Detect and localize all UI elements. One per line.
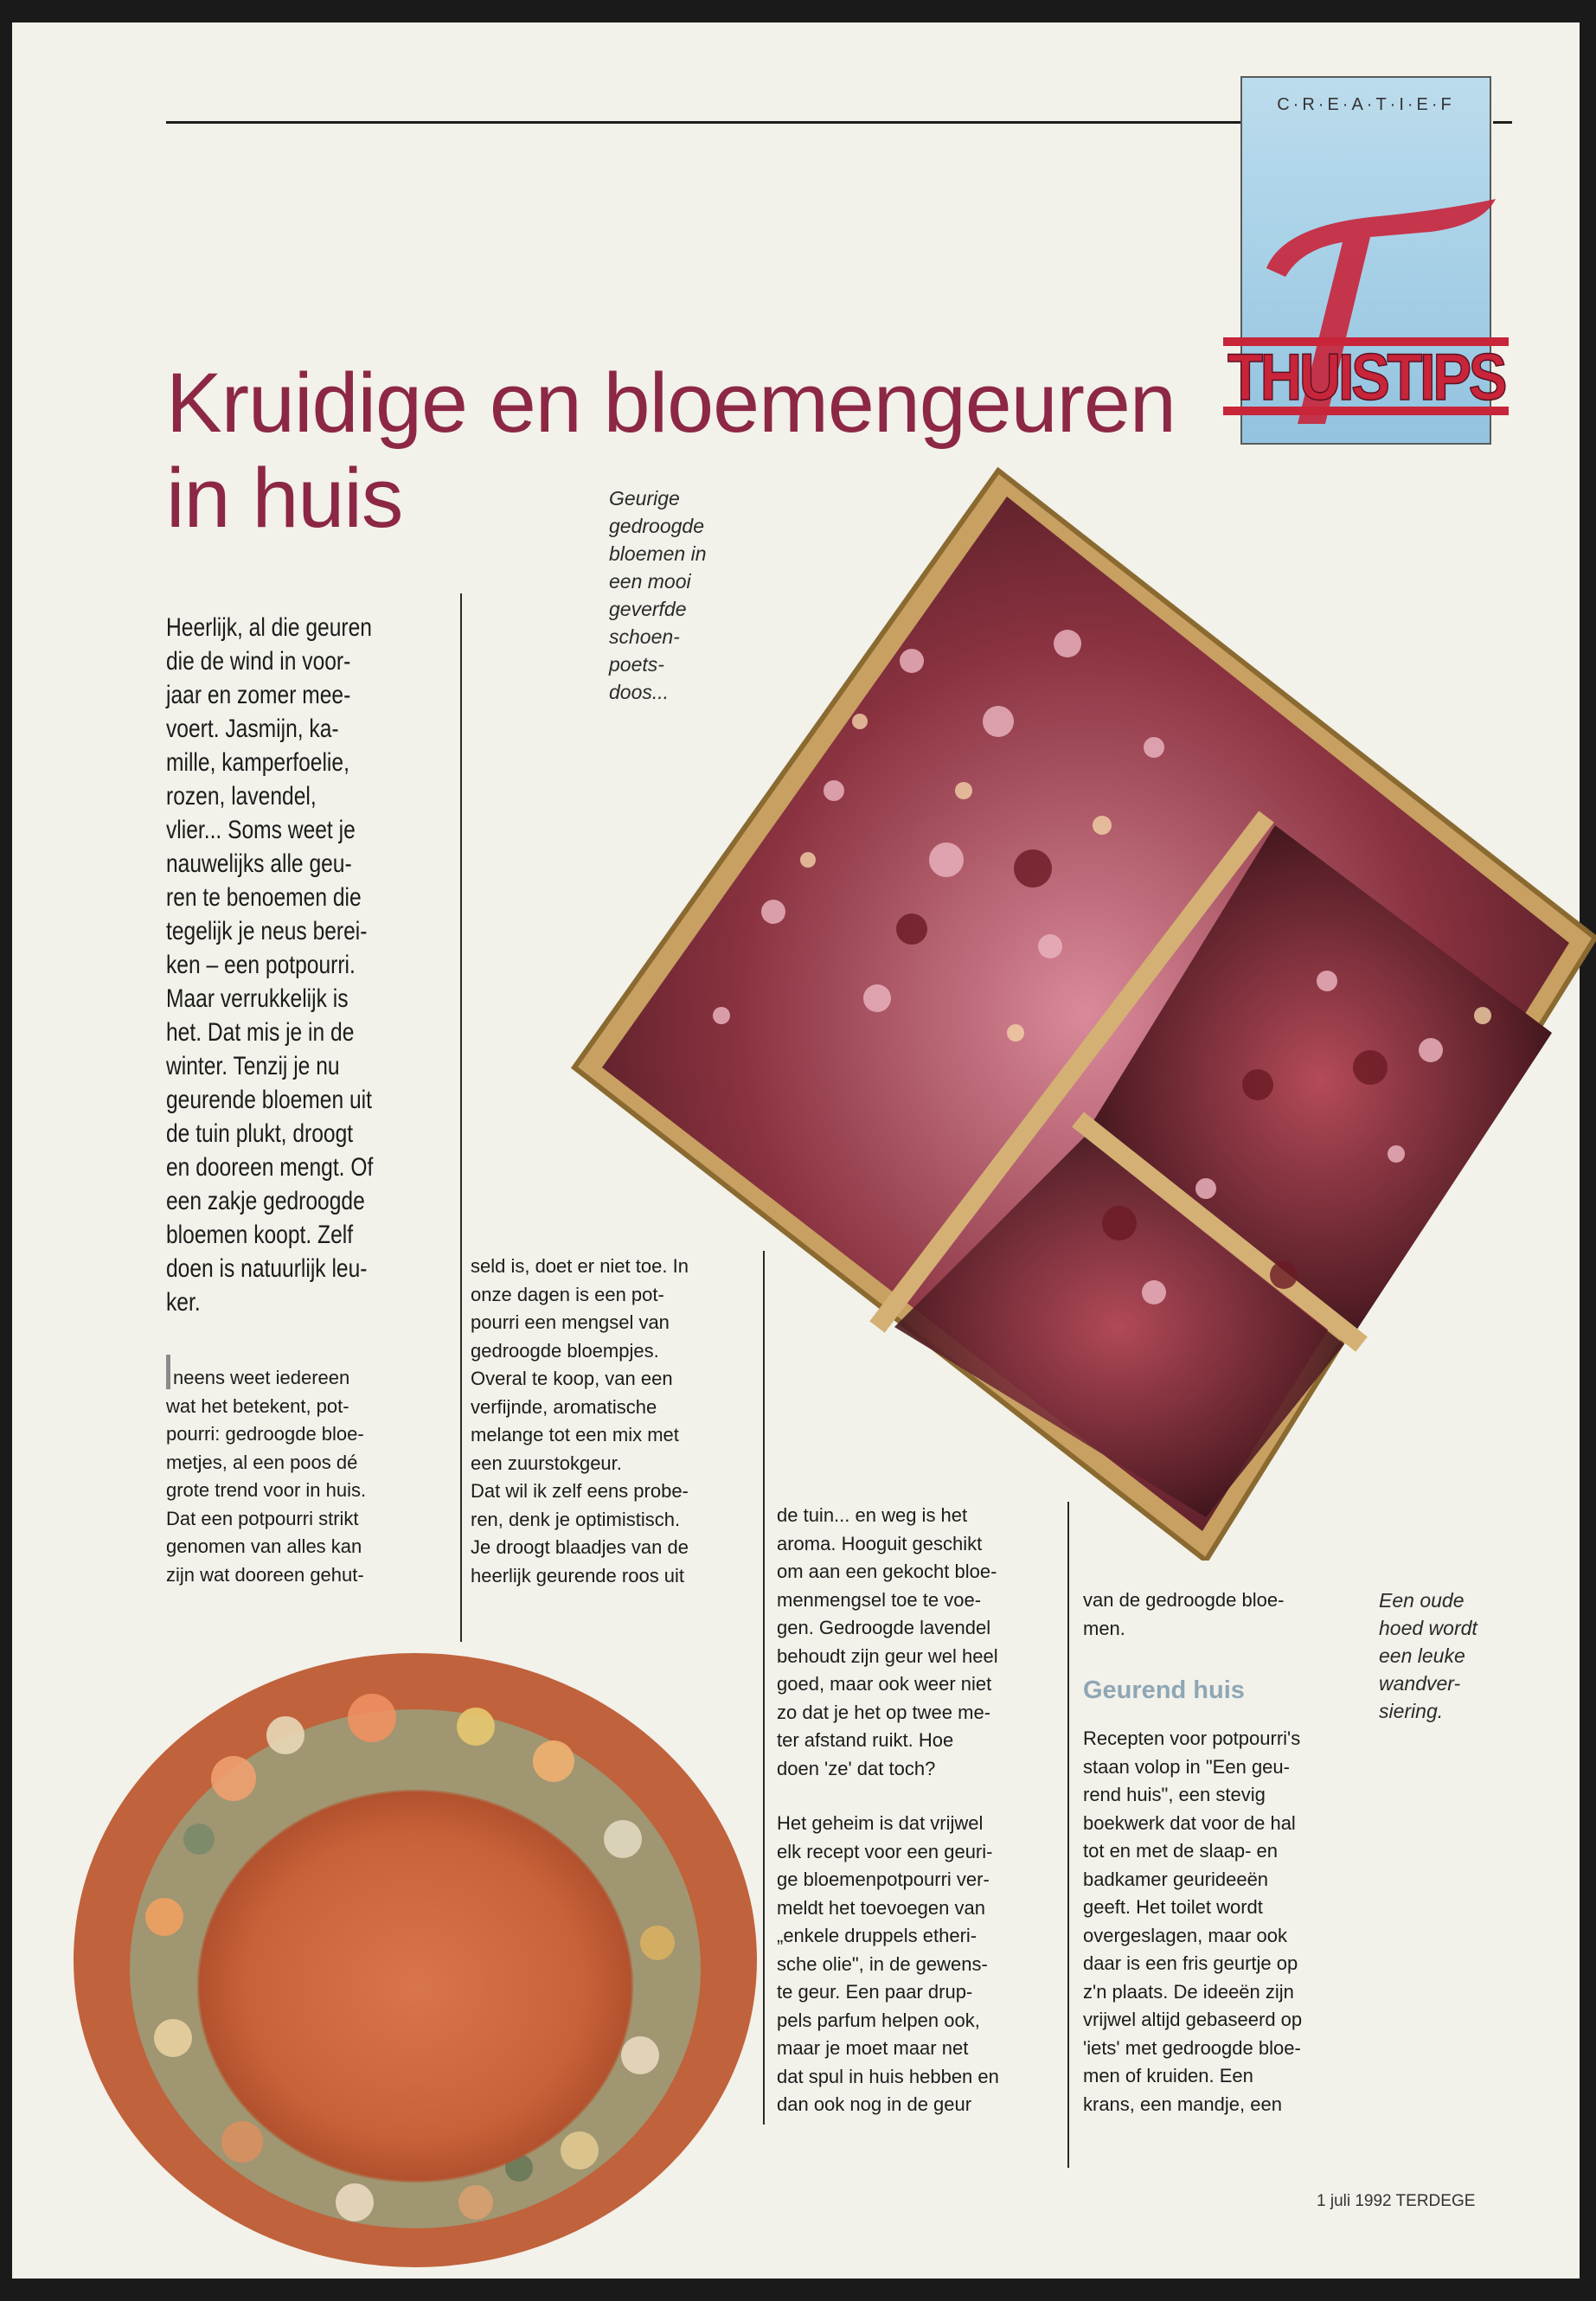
text-line: voert. Jasmijn, ka- (166, 715, 339, 743)
text-line: pels parfum helpen ook, (777, 2009, 980, 2031)
text-line: geeft. Het toilet wordt (1083, 1896, 1263, 1918)
text-line: rend huis", een stevig (1083, 1784, 1266, 1805)
text-line: zo dat je het op twee me- (777, 1701, 991, 1723)
text-line: doen is natuurlijk leu- (166, 1254, 368, 1283)
text-line: gedroogde bloempjes. (471, 1339, 659, 1362)
text-line: metjes, al een poos dé (166, 1451, 358, 1473)
text-line: poets- (609, 653, 664, 676)
text-line: seld is, doet er niet toe. In (471, 1255, 689, 1277)
text-line: pourri: gedroogde bloe- (166, 1423, 364, 1445)
text-line: te geur. Een paar drup- (777, 1981, 973, 2003)
title-line-1: Kruidige en bloemengeuren (166, 356, 1176, 450)
text-line: en dooreen mengt. Of (166, 1153, 374, 1182)
text-line: wandver- (1379, 1672, 1461, 1695)
text-line: Geurige (609, 487, 680, 510)
header-rule-tail (1493, 121, 1512, 124)
text-line: staan volop in "Een geu- (1083, 1755, 1290, 1778)
text-line: z'n plaats. De ideeën zijn (1083, 1980, 1294, 2003)
text-line: ren te benoemen die (166, 883, 362, 912)
text-line: jaar en zomer mee- (166, 681, 351, 709)
text-line: wat het betekent, pot- (166, 1394, 349, 1417)
text-line: ren, denk je optimistisch. (471, 1508, 681, 1530)
potpourri-box-photo (548, 462, 1596, 1561)
text-line: „enkele druppels etheri- (777, 1925, 977, 1946)
logo-brand-text: THUISTIPS (1227, 341, 1506, 414)
text-line: zijn wat dooreen gehut- (166, 1563, 364, 1586)
text-line: Dat een potpourri strikt (166, 1507, 359, 1529)
text-line: de tuin plukt, droogt (166, 1119, 354, 1148)
text-line: siering. (1379, 1700, 1444, 1722)
text-line: geverfde (609, 598, 687, 620)
text-line: mille, kamperfoelie, (166, 748, 349, 777)
text-line: badkamer geurideeën (1083, 1868, 1269, 1890)
text-line: ter afstand ruikt. Hoe (777, 1729, 954, 1751)
text-line: Een oude (1379, 1589, 1465, 1612)
text-line: dan ook nog in de geur (777, 2093, 972, 2115)
magazine-page (12, 22, 1580, 2279)
caption-hat-photo (1379, 1586, 1477, 1725)
column-rule-3 (1067, 1502, 1069, 2168)
text-line: om aan een gekocht bloe- (777, 1561, 997, 1582)
text-line: heerlijk geurende roos uit (471, 1564, 685, 1586)
body-column-4b (1083, 1725, 1368, 2118)
text-line: een zuurstokgeur. (471, 1452, 622, 1474)
text-line: dat spul in huis hebben en (777, 2065, 999, 2087)
intro-paragraph (166, 611, 434, 1319)
text-line: doen 'ze' dat toch? (777, 1757, 936, 1779)
text-line: die de wind in voor- (166, 647, 351, 676)
text-line: Recepten voor potpourri's (1083, 1727, 1301, 1749)
text-line: men. (1083, 1617, 1125, 1639)
text-line: tegelijk je neus berei- (166, 917, 368, 945)
text-line: bloemen in (609, 542, 707, 565)
text-line: tot en met de slaap- en (1083, 1840, 1279, 1862)
body-column-3b (777, 1810, 1062, 2119)
text-line: sche olie", in de gewens- (777, 1952, 988, 1975)
body-column-1 (166, 1355, 452, 1589)
text-line: daar is een fris geurtje op (1083, 1952, 1298, 1974)
page-footer: 1 juli 1992 TERDEGE (1317, 2192, 1476, 2210)
text-line: de tuin... en weg is het (777, 1504, 968, 1526)
text-line: een zakje gedroogde (166, 1187, 365, 1215)
text-line: Overal te koop, van een (471, 1368, 673, 1389)
text-line: doos... (609, 681, 670, 703)
text-line: verfijnde, aromatische (471, 1395, 657, 1418)
text-line: grote trend voor in huis. (166, 1479, 367, 1501)
text-line: maar je moet maar net (777, 2037, 969, 2059)
thuistips-logo (1227, 76, 1506, 445)
text-line: menmengsel toe te voe- (777, 1588, 982, 1611)
text-line: goed, maar ook weer niet (777, 1673, 992, 1695)
body-column-4a (1083, 1586, 1368, 1643)
text-line: elk recept voor een geuri- (777, 1840, 993, 1862)
title-line-2: in huis (166, 451, 403, 545)
text-line: meldt het toevoegen van (777, 1896, 985, 1919)
text-line: men of kruiden. Een (1083, 2065, 1253, 2086)
text-line: 'iets' met gedroogde bloe- (1083, 2036, 1301, 2059)
text-line: Het geheim is dat vrijwel (777, 1812, 984, 1834)
text-line: overgeslagen, maar ook (1083, 1924, 1288, 1946)
text-line: rozen, lavendel, (166, 782, 317, 811)
text-line: ker. (166, 1288, 201, 1317)
text-line: Maar verrukkelijk is (166, 984, 349, 1013)
drop-cap-bar (166, 1355, 170, 1389)
logo-graphic (1223, 164, 1517, 441)
text-line: winter. Tenzij je nu (166, 1052, 340, 1080)
text-line: schoen- (609, 625, 680, 648)
text-line: vrijwel altijd gebaseerd op (1083, 2009, 1303, 2030)
subheading-geurend-huis: Geurend huis (1083, 1676, 1245, 1704)
text-line: vlier... Soms weet je (166, 816, 356, 844)
text-line: het. Dat mis je in de (166, 1018, 355, 1047)
text-line: hoed wordt (1379, 1617, 1477, 1639)
text-line: genomen van alles kan (166, 1535, 362, 1557)
column-rule-1 (460, 593, 462, 1642)
text-line: krans, een mandje, een (1083, 2093, 1282, 2115)
text-line: onze dagen is een pot- (471, 1283, 664, 1305)
text-line: Je droogt blaadjes van de (471, 1536, 689, 1558)
text-line: Heerlijk, al die geuren (166, 613, 372, 642)
text-line: bloemen koopt. Zelf (166, 1221, 354, 1249)
text-line: aroma. Hooguit geschikt (777, 1532, 983, 1554)
text-line: pourri een mengsel van (471, 1311, 670, 1333)
text-line: melange tot een mix met (471, 1424, 679, 1445)
text-line: van de gedroogde bloe- (1083, 1589, 1285, 1611)
text-line: neens weet iedereen (166, 1355, 452, 1393)
text-line: Dat wil ik zelf eens probe- (471, 1480, 689, 1502)
text-line: ken – een potpourri. (166, 951, 356, 979)
header-rule (166, 121, 1334, 124)
text-line: geurende bloemen uit (166, 1086, 372, 1114)
text-line: ge bloemenpotpourri ver- (777, 1868, 990, 1890)
logo-creatief-text: C·R·E·A·T·I·E·F (1277, 95, 1455, 114)
wreath-hat-photo (69, 1649, 761, 2272)
text-line: gedroogde (609, 515, 704, 537)
text-line: een mooi (609, 570, 691, 593)
text-line: nauwelijks alle geu- (166, 849, 352, 878)
text-line: boekwerk dat voor de hal (1083, 1811, 1296, 1834)
text-line: gen. Gedroogde lavendel (777, 1617, 991, 1638)
text-line: een leuke (1379, 1644, 1465, 1667)
text-line: behoudt zijn geur wel heel (777, 1644, 998, 1667)
